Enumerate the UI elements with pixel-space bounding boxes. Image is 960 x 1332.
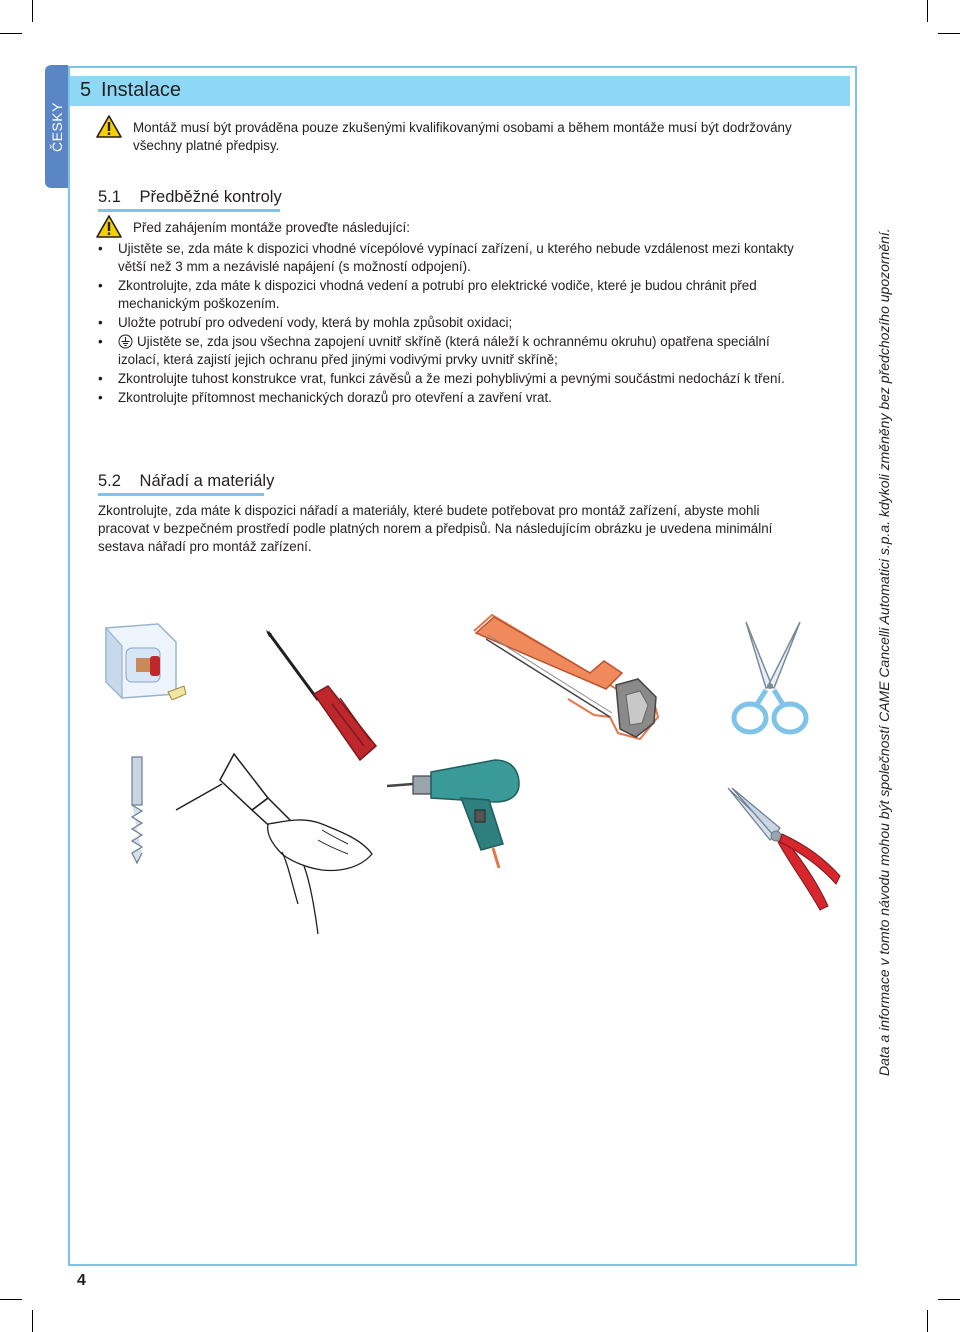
pliers-icon (724, 784, 844, 914)
subsection-title: Nářadí a materiály (139, 472, 275, 490)
soldering-iron-icon (172, 744, 382, 944)
subsection-number: 5.2 (98, 472, 121, 490)
tape-measure-icon (98, 620, 190, 700)
precheck-list (98, 240, 803, 408)
page-number: 4 (77, 1272, 86, 1289)
subsection-number: 5.1 (98, 188, 121, 206)
crop-mark (32, 0, 33, 22)
list-item (98, 333, 803, 369)
ground-symbol-icon (118, 334, 133, 349)
tools-paragraph: Zkontrolujte, zda máte k dispozici nářadí a materiály, které budete potřebovat pro montáž zařízení, abyste mohli pracovat v bezpečném prostředí podle platných norem a předpisů. Na následujícím obrázku je uvedena minimální sestava nářadí pro montáž zařízení. (98, 503, 773, 554)
crop-mark (32, 1310, 33, 1332)
section-title: Instalace (101, 79, 182, 101)
subsection-heading-5-1 (98, 188, 282, 207)
warning-triangle-icon (96, 115, 122, 138)
subsection-title: Předběžné kontroly (139, 188, 282, 206)
crop-mark (0, 1299, 22, 1300)
subsection-underline (98, 209, 280, 212)
scissors-icon (726, 618, 816, 742)
list-item: • Zkontrolujte, zda máte k dispozici vhodná vedení a potrubí pro elektrické vodiče, které je budou chránit před mechanickým poškozením. (98, 277, 803, 313)
drill-bit-icon (124, 755, 150, 865)
intro-warning-text: Montáž musí být prováděna pouze zkušenými kvalifikovanými osobami a během montáže musí být dodržovány všechny platné předpisy. (133, 120, 792, 153)
subsection-heading-5-2 (98, 472, 274, 491)
electric-drill-icon (385, 750, 525, 870)
language-tab-label: ČESKY (48, 101, 65, 152)
section-number: 5 (80, 79, 92, 101)
crop-mark (938, 1299, 960, 1300)
crop-mark (938, 33, 960, 34)
crop-mark (927, 0, 928, 22)
list-item: • Zkontrolujte přítomnost mechanických dorazů pro otevření a zavření vrat. (98, 389, 803, 407)
list-item-text: Ujistěte se, zda jsou všechna zapojení uvnitř skříně (která náleží k ochrannému okruhu) opatřena speciální izolací, která zajistí jejich ochranu před jinými vodivými prvky uvnitř skříně; (118, 334, 770, 367)
list-item: • Zkontrolujte tuhost konstrukce vrat, funkci závěsů a že mezi pohyblivými a pevnými součástmi nedochází k tření. (98, 370, 803, 388)
disclaimer-note: Data a informace v tomto návodu mohou být společností CAME Cancelli Automatici s.p.a. kdykoli změněny bez předchozího upozornění. (876, 228, 892, 1076)
section-header (70, 76, 850, 106)
list-item: • Ujistěte se, zda máte k dispozici vhodné vícepólové vypínací zařízení, u kterého nebude vzdálenost mezi kontakty větší než 3 mm a nezávislé napájení (s možností odpojení). (98, 240, 803, 276)
crop-mark (0, 33, 22, 34)
subsection-underline (98, 493, 264, 496)
list-item: • Uložte potrubí pro odvedení vody, která by mohla způsobit oxidaci; (98, 314, 803, 332)
hacksaw-icon (470, 605, 665, 745)
precheck-warning-text: Před zahájením montáže proveďte následující: (133, 220, 410, 235)
warning-triangle-icon (96, 215, 122, 238)
screwdriver-icon (262, 628, 382, 763)
crop-mark (927, 1310, 928, 1332)
language-tab (45, 65, 68, 188)
